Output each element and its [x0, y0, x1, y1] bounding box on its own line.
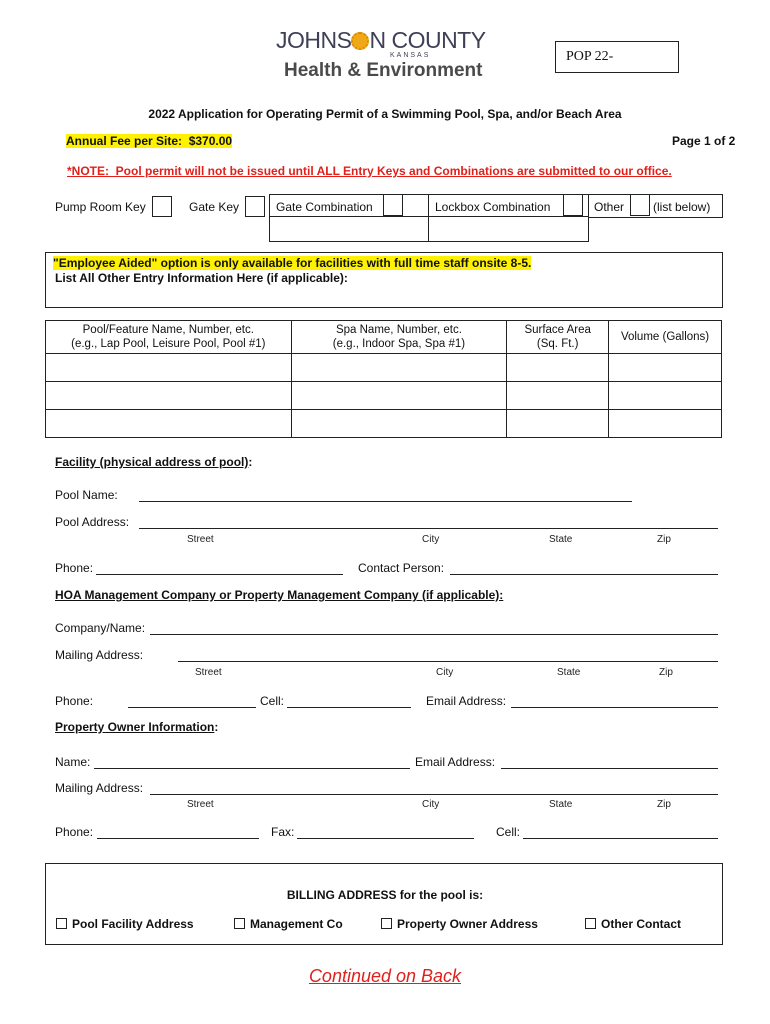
logo-state: KANSAS — [390, 52, 431, 59]
page-title: 2022 Application for Operating Permit of a Swimming Pool, Spa, and/or Beach Area — [148, 107, 622, 121]
hoa-heading: HOA Management Company or Property Management Company (if applicable): — [55, 588, 504, 602]
hoa-cell-label: Cell: — [260, 694, 285, 708]
owner-name-label: Name: — [55, 755, 91, 769]
employee-aided-note: "Employee Aided" option is only available for facilities with full time staff onsite 8-5. — [53, 256, 532, 270]
logo-text-2: N COUNTY — [369, 27, 486, 53]
billing-option-other-contact[interactable]: Other Contact — [585, 917, 681, 931]
lockbox-combination-field[interactable] — [429, 217, 587, 240]
gate-key-label: Gate Key — [189, 200, 240, 214]
checkbox[interactable] — [234, 918, 245, 929]
table-row — [46, 354, 722, 382]
owner-email-label: Email Address: — [415, 755, 496, 769]
list-other-entry-label: List All Other Entry Information Here (if applicable): — [55, 271, 348, 285]
street-caption: Street — [187, 534, 214, 545]
facility-heading: Facility (physical address of pool): — [55, 455, 253, 469]
billing-address-box — [45, 863, 723, 945]
col-surface-area: Surface Area (Sq. Ft.) — [507, 321, 609, 354]
pool-features-table — [45, 320, 722, 438]
facility-phone-label: Phone: — [55, 561, 94, 575]
zip-caption: Zip — [657, 799, 671, 810]
contact-person-field[interactable] — [450, 574, 718, 575]
list-below-label: (list below) — [653, 200, 711, 214]
owner-fax-label: Fax: — [271, 825, 295, 839]
billing-option-management-co[interactable]: Management Co — [234, 917, 343, 931]
owner-heading: Property Owner Information: — [55, 720, 219, 734]
table-cell[interactable] — [609, 382, 722, 410]
hoa-phone-field[interactable] — [128, 707, 256, 708]
gate-key-checkbox[interactable] — [245, 196, 265, 217]
other-checkbox[interactable] — [630, 194, 650, 216]
street-caption: Street — [187, 799, 214, 810]
hoa-phone-label: Phone: — [55, 694, 94, 708]
pump-room-key-checkbox[interactable] — [152, 196, 172, 217]
continued-on-back: Continued on Back — [308, 966, 462, 986]
pool-address-label: Pool Address: — [55, 515, 130, 529]
street-caption: Street — [195, 667, 222, 678]
hoa-mailing-address-field[interactable] — [178, 661, 718, 662]
gate-combination-checkbox[interactable] — [383, 194, 403, 216]
pool-address-field[interactable] — [139, 528, 718, 529]
owner-name-field[interactable] — [94, 768, 410, 769]
owner-cell-label: Cell: — [496, 825, 521, 839]
owner-mailing-address-field[interactable] — [150, 794, 718, 795]
zip-caption: Zip — [657, 534, 671, 545]
contact-person-label: Contact Person: — [358, 561, 445, 575]
gate-combination-field[interactable] — [270, 217, 427, 240]
logo-subtitle: Health & Environment — [284, 60, 483, 81]
lockbox-combination-label: Lockbox Combination — [435, 200, 551, 214]
owner-mailing-address-label: Mailing Address: — [55, 781, 144, 795]
table-cell[interactable] — [609, 410, 722, 438]
checkbox[interactable] — [381, 918, 392, 929]
billing-option-pool-facility[interactable]: Pool Facility Address — [56, 917, 194, 931]
table-row — [46, 382, 722, 410]
table-cell[interactable] — [46, 410, 292, 438]
sunflower-icon — [351, 32, 369, 50]
company-name-field[interactable] — [150, 634, 718, 635]
city-caption: City — [422, 799, 440, 810]
table-cell[interactable] — [507, 382, 609, 410]
state-caption: State — [549, 534, 573, 545]
col-spa-name: Spa Name, Number, etc. (e.g., Indoor Spa, Spa #1) — [291, 321, 507, 354]
billing-option-property-owner[interactable]: Property Owner Address — [381, 917, 538, 931]
col-pool-name: Pool/Feature Name, Number, etc. (e.g., Lap Pool, Leisure Pool, Pool #1) — [46, 321, 292, 354]
table-row — [46, 410, 722, 438]
page-number: Page 1 of 2 — [672, 134, 736, 148]
state-caption: State — [557, 667, 581, 678]
hoa-email-label: Email Address: — [426, 694, 507, 708]
gate-combination-label: Gate Combination — [276, 200, 373, 214]
table-cell[interactable] — [507, 354, 609, 382]
col-volume: Volume (Gallons) — [609, 321, 722, 354]
owner-email-field[interactable] — [501, 768, 718, 769]
checkbox[interactable] — [585, 918, 596, 929]
state-caption: State — [549, 799, 573, 810]
checkbox[interactable] — [56, 918, 67, 929]
owner-fax-field[interactable] — [297, 838, 474, 839]
company-name-label: Company/Name: — [55, 621, 146, 635]
pop-number-box[interactable] — [555, 41, 679, 73]
entry-keys-note: *NOTE: Pool permit will not be issued until ALL Entry Keys and Combinations are submitted to our office. — [67, 164, 672, 178]
hoa-mailing-address-label: Mailing Address: — [55, 648, 144, 662]
city-caption: City — [422, 534, 440, 545]
other-label: Other — [594, 200, 625, 214]
owner-phone-field[interactable] — [97, 838, 259, 839]
owner-phone-label: Phone: — [55, 825, 94, 839]
logo-text-1: JOHNS — [276, 27, 352, 53]
zip-caption: Zip — [659, 667, 673, 678]
table-cell[interactable] — [507, 410, 609, 438]
lockbox-combination-checkbox[interactable] — [563, 194, 583, 216]
hoa-cell-field[interactable] — [287, 707, 411, 708]
annual-fee: Annual Fee per Site: $370.00 — [66, 134, 233, 148]
pop-label: POP 22- — [566, 49, 614, 64]
pump-room-key-label: Pump Room Key — [55, 200, 146, 214]
facility-phone-field[interactable] — [96, 574, 343, 575]
table-cell[interactable] — [291, 382, 507, 410]
billing-heading: BILLING ADDRESS for the pool is: — [286, 888, 484, 902]
owner-cell-field[interactable] — [523, 838, 718, 839]
city-caption: City — [436, 667, 454, 678]
pool-name-field[interactable] — [139, 501, 632, 502]
pool-name-label: Pool Name: — [55, 488, 118, 502]
county-logo — [276, 27, 491, 85]
table-cell[interactable] — [46, 354, 292, 382]
table-cell[interactable] — [291, 410, 507, 438]
table-cell[interactable] — [609, 354, 722, 382]
table-cell[interactable] — [291, 354, 507, 382]
table-cell[interactable] — [46, 382, 292, 410]
hoa-email-field[interactable] — [511, 707, 718, 708]
